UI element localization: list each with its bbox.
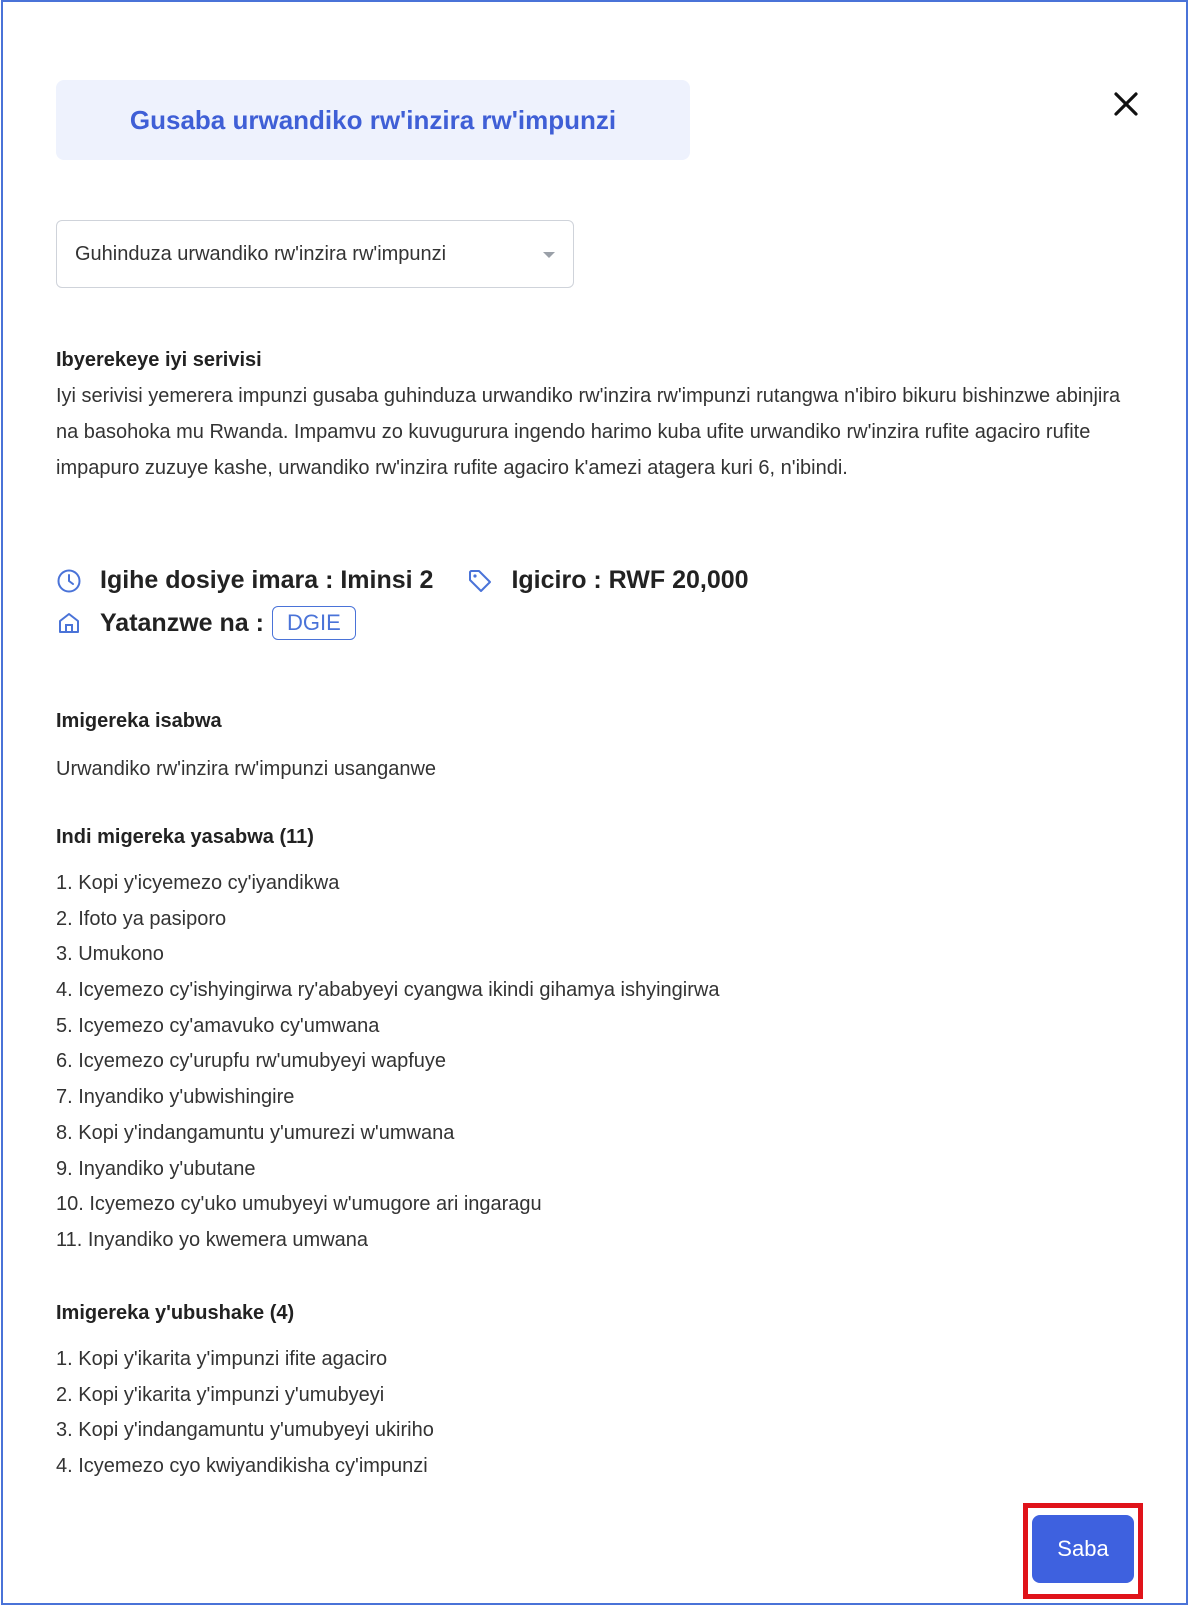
chevron-down-icon <box>543 252 555 258</box>
list-item: 2. Kopi y'ikarita y'impunzi y'umubyeyi <box>56 1383 385 1406</box>
optional-documents-section <box>56 1300 1136 1485</box>
required-documents-heading: Imigereka isabwa <box>56 710 222 732</box>
provider-row <box>56 606 356 640</box>
required-documents-section <box>56 708 1136 782</box>
list-item: 1. Kopi y'icyemezo cy'iyandikwa <box>56 872 340 894</box>
other-documents-section <box>56 824 1136 1259</box>
list-item: 4. Icyemezo cyo kwiyandikisha cy'impunzi <box>56 1455 428 1478</box>
dialog-title-banner <box>56 80 690 160</box>
list-item: 5. Icyemezo cy'amavuko cy'umwana <box>56 1014 380 1037</box>
list-item: 7. Inyandiko y'ubwishingire <box>56 1086 295 1109</box>
clock-icon <box>56 568 82 594</box>
price: Igiciro : RWF 20,000 <box>511 566 749 594</box>
list-item: 9. Inyandiko y'ubutane <box>56 1157 256 1180</box>
dialog-title: Gusaba urwandiko rw'inzira rw'impunzi <box>129 104 617 135</box>
list-item: 3. Umukono <box>56 943 164 966</box>
tag-icon <box>467 568 493 594</box>
service-meta-row <box>56 566 749 595</box>
submit-button[interactable]: Saba <box>1032 1515 1134 1583</box>
list-item: 3. Kopi y'indangamuntu y'umubyeyi ukiriho <box>56 1419 434 1442</box>
provider-badge: DGIE <box>272 606 356 640</box>
about-section <box>56 348 1136 486</box>
required-document-item: Urwandiko rw'inzira rw'impunzi usanganwe <box>56 758 437 780</box>
about-description: Iyi serivisi yemerera impunzi gusaba guhinduza urwandiko rw'inzira rw'impunzi rutangwa n'ibiro bikuru bishinzwe abinjira na basohoka mu Rwanda. Impamvu zo kuvugurura ingendo harimo kuba ufite urwandiko rw'inzira rufite agaciro rufite impapuro zuzuye kashe, urwandiko rw'inzira rufite agaciro k'amezi atagera kuri 6, n'ibindi. <box>56 385 1121 479</box>
about-heading: Ibyerekeye iyi serivisi <box>56 349 262 371</box>
list-item: 11. Inyandiko yo kwemera umwana <box>56 1228 369 1251</box>
optional-documents-heading: Imigereka y'ubushake (4) <box>56 1302 295 1324</box>
processing-time: Igihe dosiye imara : Iminsi 2 <box>100 566 434 594</box>
home-icon <box>56 610 82 636</box>
close-button[interactable] <box>1108 86 1144 122</box>
service-select[interactable] <box>56 220 574 288</box>
list-item: 6. Icyemezo cy'urupfu rw'umubyeyi wapfuye <box>56 1050 447 1073</box>
service-select-value: Guhinduza urwandiko rw'inzira rw'impunzi <box>75 242 447 265</box>
other-documents-heading: Indi migereka yasabwa (11) <box>56 826 314 848</box>
list-item: 10. Icyemezo cy'uko umubyeyi w'umugore ari ingaragu <box>56 1193 542 1216</box>
close-icon <box>1113 91 1139 117</box>
provider-label: Yatanzwe na : <box>100 608 264 637</box>
list-item: 2. Ifoto ya pasiporo <box>56 907 227 930</box>
list-item: 8. Kopi y'indangamuntu y'umurezi w'umwana <box>56 1121 455 1144</box>
list-item: 4. Icyemezo cy'ishyingirwa ry'ababyeyi cyangwa ikindi gihamya ishyingirwa <box>56 979 720 1002</box>
list-item: 1. Kopi y'ikarita y'impunzi ifite agaciro <box>56 1348 388 1370</box>
